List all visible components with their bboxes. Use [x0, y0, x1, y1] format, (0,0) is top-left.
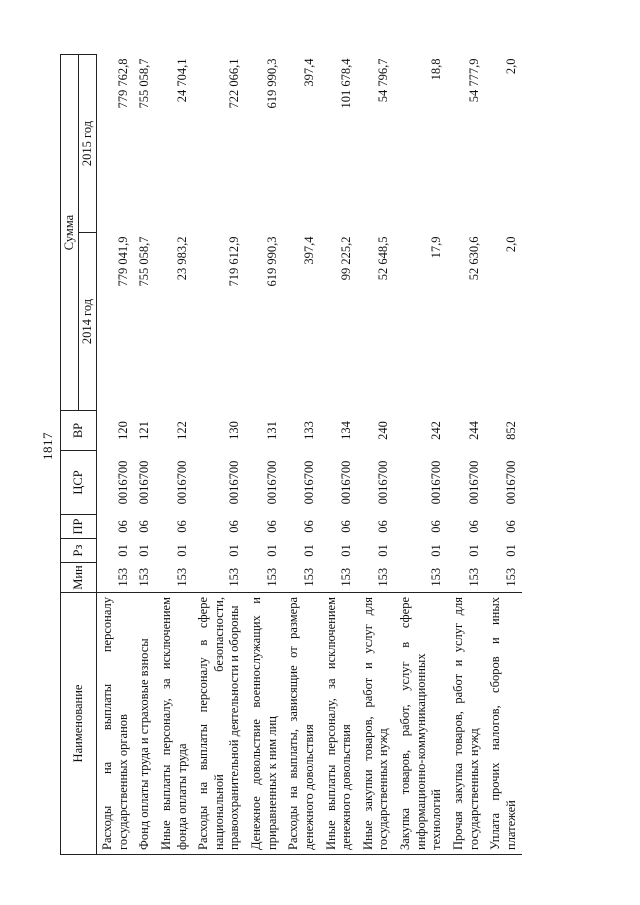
row-vr: 131 [264, 421, 279, 440]
row-2015: 779 762,8 [115, 58, 130, 109]
row-name: Прочая закупка товаров, работ и услуг для государственных нужд [448, 593, 485, 855]
row-2015: 755 058,7 [137, 58, 152, 109]
row-name: Иные выплаты персоналу, за исключением фонда оплаты труда [156, 593, 193, 855]
row-2015: 2,0 [503, 58, 518, 75]
header-name: Наименование [61, 593, 97, 855]
row-vr: 242 [429, 421, 444, 440]
row-pr: 06 [137, 520, 152, 533]
row-vr: 122 [174, 421, 189, 440]
row-csr: 0016700 [301, 460, 316, 505]
row-min: 153 [429, 567, 444, 587]
row-min: 153 [339, 567, 354, 587]
row-csr: 0016700 [376, 460, 391, 505]
row-csr: 0016700 [264, 460, 279, 505]
row-min: 153 [115, 567, 130, 587]
row-2015: 54 796,7 [376, 58, 391, 103]
row-rz: 01 [115, 544, 130, 557]
row-min: 153 [466, 567, 481, 587]
row-min: 153 [376, 567, 391, 587]
row-name: Фонд оплаты труда и страховые взносы [134, 593, 156, 855]
table-row [448, 55, 485, 855]
row-name: Расходы на выплаты персоналу государственных органов [97, 593, 135, 855]
row-pr: 06 [227, 520, 242, 533]
row-csr: 0016700 [429, 460, 444, 505]
row-2014: 779 041,9 [115, 236, 130, 287]
row-pr: 06 [301, 520, 316, 533]
header-min: Мин [61, 563, 97, 593]
row-2014: 619 990,3 [264, 236, 279, 287]
row-csr: 0016700 [339, 460, 354, 505]
page-number: 1817 [40, 432, 55, 460]
table-row [321, 55, 358, 855]
table-row [395, 55, 448, 855]
row-vr: 134 [339, 421, 354, 440]
row-2014: 17,9 [429, 236, 444, 259]
row-rz: 01 [264, 544, 279, 557]
row-vr: 120 [115, 421, 130, 440]
row-name: Закупка товаров, работ, услуг в сфере информационно-коммуникационных технологий [395, 593, 448, 855]
row-2014: 719 612,9 [227, 236, 242, 287]
header-pr: ПР [61, 515, 97, 539]
table-row [134, 55, 156, 855]
table-row [97, 55, 135, 855]
row-name: Денежное довольствие военнослужащих и приравненных к ним лиц [246, 593, 283, 855]
row-csr: 0016700 [137, 460, 152, 505]
row-rz: 01 [301, 544, 316, 557]
row-pr: 06 [339, 520, 354, 533]
table-row [283, 55, 320, 855]
header-sum: Сумма [61, 55, 79, 411]
row-rz: 01 [466, 544, 481, 557]
row-min: 153 [301, 567, 316, 587]
row-2014: 99 225,2 [339, 236, 354, 281]
row-2014: 52 648,5 [376, 236, 391, 281]
table-row [246, 55, 283, 855]
row-name: Иные закупки товаров, работ и услуг для государственных нужд [358, 593, 395, 855]
row-pr: 06 [466, 520, 481, 533]
table-body [97, 55, 523, 855]
row-rz: 01 [339, 544, 354, 557]
row-2015: 18,8 [429, 58, 444, 81]
row-pr: 06 [376, 520, 391, 533]
header-vr: ВР [61, 411, 97, 451]
row-pr: 06 [174, 520, 189, 533]
header-2015: 2015 год [79, 55, 97, 233]
row-csr: 0016700 [115, 460, 130, 505]
row-2014: 52 630,6 [466, 236, 481, 281]
row-2015: 101 678,4 [339, 58, 354, 109]
header-2014: 2014 год [79, 233, 97, 411]
row-min: 153 [503, 567, 518, 587]
row-2015: 24 704,1 [174, 58, 189, 103]
row-name: Расходы на выплаты персоналу в сфере национальной безопасности, правоохранительной деятельности и обороны [193, 593, 246, 855]
budget-table [60, 54, 522, 855]
row-name: Иные выплаты персоналу, за исключением денежного довольствия [321, 593, 358, 855]
row-2014: 397,4 [301, 236, 316, 265]
row-rz: 01 [503, 544, 518, 557]
row-vr: 133 [301, 421, 316, 440]
row-csr: 0016700 [466, 460, 481, 505]
row-csr: 0016700 [227, 460, 242, 505]
row-2014: 23 983,2 [174, 236, 189, 281]
row-name: Расходы на выплаты, зависящие от размера денежного довольствия [283, 593, 320, 855]
table-row [485, 55, 522, 855]
row-pr: 06 [264, 520, 279, 533]
table-row [358, 55, 395, 855]
row-csr: 0016700 [174, 460, 189, 505]
row-pr: 06 [115, 520, 130, 533]
row-vr: 244 [466, 421, 481, 440]
row-csr: 0016700 [503, 460, 518, 505]
row-rz: 01 [376, 544, 391, 557]
row-rz: 01 [429, 544, 444, 557]
header-rz: Рз [61, 539, 97, 563]
row-min: 153 [174, 567, 189, 587]
table-row [193, 55, 246, 855]
row-2014: 2,0 [503, 236, 518, 253]
row-2014: 755 058,7 [137, 236, 152, 287]
row-min: 153 [264, 567, 279, 587]
row-rz: 01 [137, 544, 152, 557]
row-name: Уплата прочих налогов, сборов и иных платежей [485, 593, 522, 855]
row-2015: 722 066,1 [227, 58, 242, 109]
row-rz: 01 [227, 544, 242, 557]
table-row [156, 55, 193, 855]
row-vr: 130 [227, 421, 242, 440]
row-pr: 06 [429, 520, 444, 533]
row-2015: 397,4 [301, 58, 316, 87]
row-vr: 121 [137, 421, 152, 440]
row-rz: 01 [174, 544, 189, 557]
row-2015: 54 777,9 [466, 58, 481, 103]
rotated-page [40, 55, 560, 855]
row-vr: 240 [376, 421, 391, 440]
row-pr: 06 [503, 520, 518, 533]
row-2015: 619 990,3 [264, 58, 279, 109]
row-min: 153 [227, 567, 242, 587]
row-vr: 852 [503, 421, 518, 440]
header-csr: ЦСР [61, 451, 97, 515]
row-min: 153 [137, 567, 152, 587]
